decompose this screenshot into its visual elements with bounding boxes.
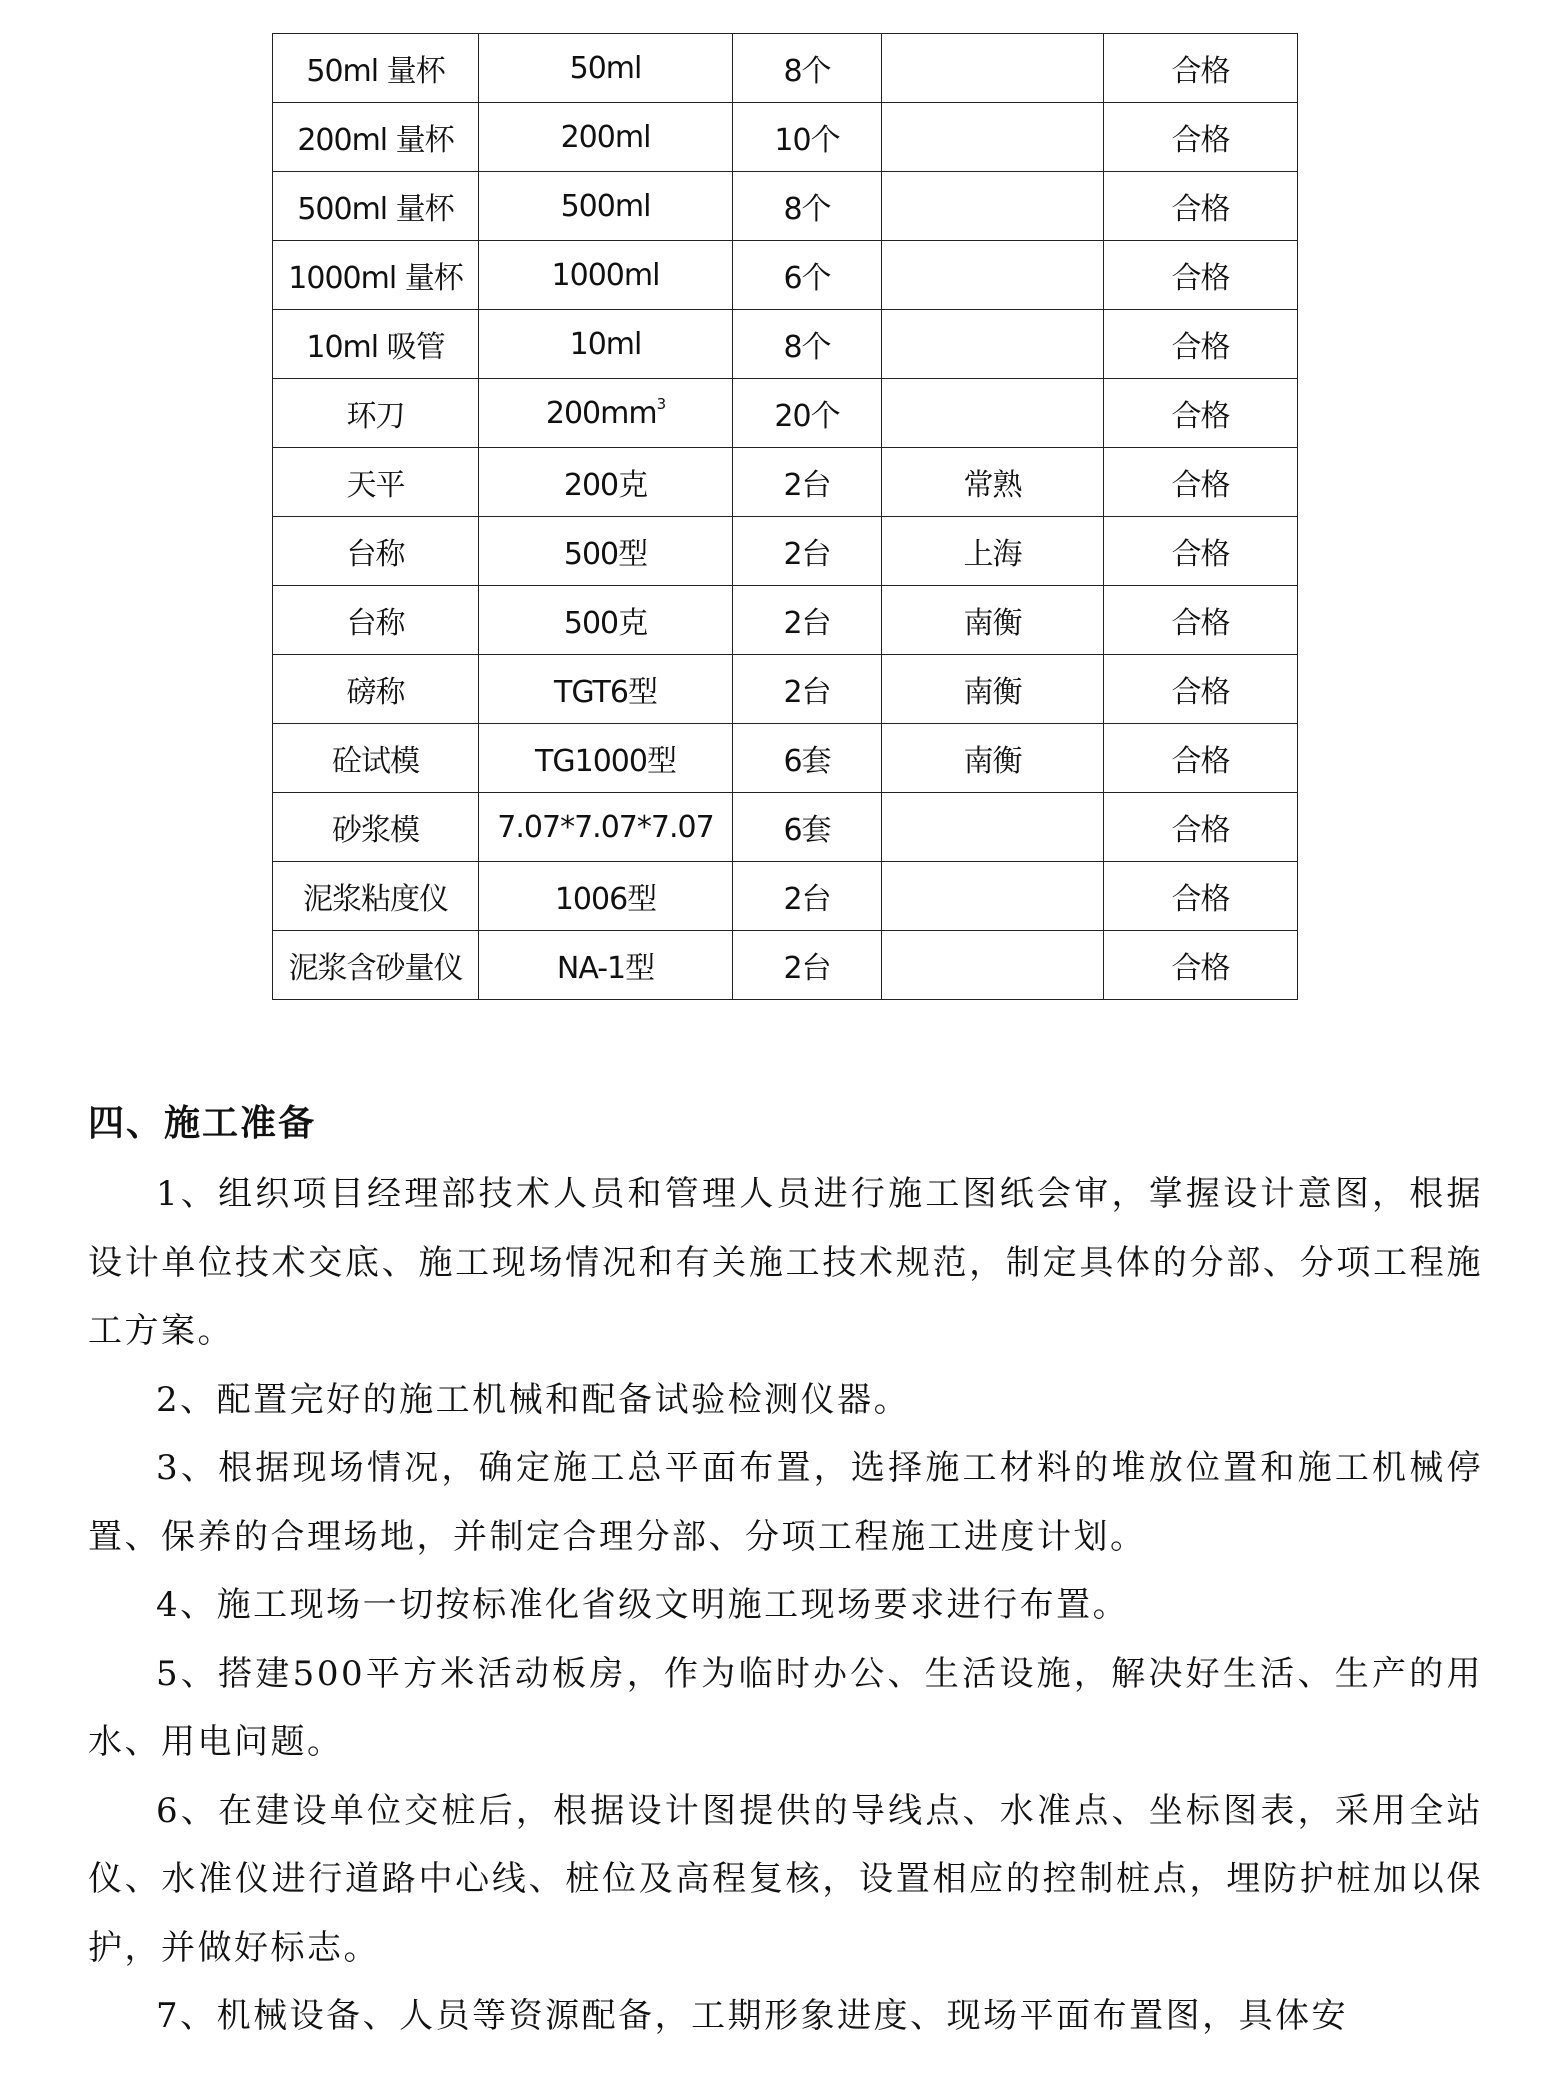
cell-status: [1104, 310, 1298, 379]
cell-spec: [479, 379, 733, 448]
cell-quantity-text: 8个: [783, 330, 831, 365]
paragraph: 7、机械设备、人员等资源配备，工期形象进度、现场平面布置图，具体安: [156, 1996, 1349, 2036]
cell-quantity-text: 6个: [783, 261, 831, 296]
cell-spec-text: TG1000型: [535, 744, 676, 779]
table-row: [273, 517, 1298, 586]
cell-origin: [882, 241, 1104, 310]
cell-name: [273, 793, 479, 862]
cell-origin: [882, 448, 1104, 517]
table-row: [273, 655, 1298, 724]
cell-status: [1104, 793, 1298, 862]
cell-spec: [479, 793, 733, 862]
equipment-table-body: [273, 34, 1298, 1000]
paragraph: 3、根据现场情况，确定施工总平面布置，选择施工材料的堆放位置和施工机械停置、保养的合理场地，并制定合理分部、分项工程施工进度计划。: [88, 1448, 1483, 1557]
table-row: [273, 172, 1298, 241]
paragraph: 6、在建设单位交桩后，根据设计图提供的导线点、水准点、坐标图表，采用全站仪、水准仪进行道路中心线、桩位及高程复核，设置相应的控制桩点，埋防护桩加以保护，并做好标志。: [88, 1790, 1483, 1968]
cell-name-text: 500ml 量杯: [297, 192, 454, 227]
cell-origin: [882, 655, 1104, 724]
cell-status-text: 合格: [1171, 537, 1230, 572]
table-row: [273, 931, 1298, 1000]
cell-quantity: [733, 862, 882, 931]
cell-quantity: [733, 310, 882, 379]
cell-name-text: 50ml 量杯: [306, 54, 445, 89]
cell-name: [273, 103, 479, 172]
table-row: [273, 862, 1298, 931]
cell-spec-text: 50ml: [569, 50, 642, 86]
cell-status-text: 合格: [1171, 813, 1230, 848]
cell-name-text: 台称: [346, 537, 405, 572]
cell-quantity-text: 6套: [783, 813, 831, 848]
cell-name: [273, 724, 479, 793]
cell-spec-text: 7.07*7.07*7.07: [497, 809, 714, 845]
cell-name-text: 200ml 量杯: [297, 123, 454, 158]
cell-quantity: [733, 103, 882, 172]
cell-name: [273, 586, 479, 655]
table-row: [273, 448, 1298, 517]
cell-spec: [479, 655, 733, 724]
cell-spec-text: 1006型: [554, 882, 657, 917]
cell-status-text: 合格: [1171, 330, 1230, 365]
table-row: [273, 103, 1298, 172]
cell-quantity: [733, 793, 882, 862]
cell-quantity-text: 8个: [783, 54, 831, 89]
cell-name-text: 砼试模: [332, 744, 419, 779]
table-row: [273, 724, 1298, 793]
cell-origin: [882, 931, 1104, 1000]
cell-quantity-text: 2台: [783, 951, 831, 986]
cell-spec-text: 200mm: [545, 396, 657, 431]
cell-status-text: 合格: [1171, 192, 1230, 227]
cell-status: [1104, 862, 1298, 931]
cell-spec-text: 200ml: [560, 119, 651, 155]
cell-spec: [479, 931, 733, 1000]
cell-name: [273, 517, 479, 586]
table-row: [273, 34, 1298, 103]
cell-status-text: 合格: [1171, 261, 1230, 296]
cell-spec: [479, 310, 733, 379]
paragraph: 4、施工现场一切按标准化省级文明施工现场要求进行布置。: [156, 1585, 1130, 1625]
table-row: [273, 586, 1298, 655]
cell-spec: [479, 34, 733, 103]
cell-spec: [479, 172, 733, 241]
paragraph: 1、组织项目经理部技术人员和管理人员进行施工图纸会审，掌握设计意图，根据设计单位技术交底、施工现场情况和有关施工技术规范，制定具体的分部、分项工程施工方案。: [88, 1174, 1483, 1351]
cell-spec: [479, 103, 733, 172]
section-body: [88, 1160, 1483, 2051]
cell-origin: [882, 172, 1104, 241]
cell-spec-text: 500克: [563, 606, 648, 641]
cell-origin: [882, 793, 1104, 862]
cell-origin: [882, 34, 1104, 103]
cell-spec-text: NA-1型: [556, 951, 655, 986]
cell-spec: [479, 586, 733, 655]
cell-status: [1104, 931, 1298, 1000]
cell-origin: [882, 862, 1104, 931]
cell-spec: [479, 517, 733, 586]
cell-origin: [882, 724, 1104, 793]
cell-spec: [479, 448, 733, 517]
cell-quantity-text: 2台: [783, 606, 831, 641]
table-row: [273, 310, 1298, 379]
cell-origin-text: 南衡: [963, 744, 1022, 779]
cell-name-text: 环刀: [346, 399, 405, 434]
cell-status: [1104, 448, 1298, 517]
cell-spec-text: TGT6型: [554, 675, 657, 710]
section-heading: 四、施工准备: [88, 1102, 317, 1144]
cell-name: [273, 448, 479, 517]
cell-origin: [882, 517, 1104, 586]
cell-name-text: 台称: [346, 606, 405, 641]
cell-status-text: 合格: [1171, 882, 1230, 917]
cell-quantity-text: 20个: [774, 399, 840, 434]
cell-status-text: 合格: [1171, 744, 1230, 779]
cell-quantity: [733, 379, 882, 448]
cell-quantity: [733, 241, 882, 310]
cell-status: [1104, 34, 1298, 103]
cell-name: [273, 655, 479, 724]
cell-name-text: 10ml 吸管: [306, 330, 445, 365]
cell-spec: [479, 241, 733, 310]
cell-status: [1104, 586, 1298, 655]
cell-origin: [882, 103, 1104, 172]
cell-origin: [882, 310, 1104, 379]
cell-name: [273, 931, 479, 1000]
cell-quantity: [733, 448, 882, 517]
table-row: [273, 793, 1298, 862]
cell-name-text: 1000ml 量杯: [288, 261, 463, 296]
cell-name: [273, 379, 479, 448]
cell-status: [1104, 103, 1298, 172]
paragraph: 5、搭建500平方米活动板房，作为临时办公、生活设施，解决好生活、生产的用水、用电问题。: [88, 1653, 1483, 1762]
cell-status-text: 合格: [1171, 675, 1230, 710]
cell-quantity-text: 2台: [783, 882, 831, 917]
cell-origin-text: 常熟: [963, 468, 1022, 503]
cell-spec-text: 500ml: [560, 188, 651, 224]
table-row: [273, 379, 1298, 448]
cell-status-text: 合格: [1171, 468, 1230, 503]
paragraph: 2、配置完好的施工机械和配备试验检测仪器。: [156, 1379, 911, 1420]
cell-name-text: 磅称: [346, 675, 405, 710]
cell-name: [273, 34, 479, 103]
cell-status-text: 合格: [1171, 123, 1230, 158]
cell-spec: [479, 862, 733, 931]
cell-quantity: [733, 655, 882, 724]
cell-quantity: [733, 586, 882, 655]
cell-name-text: 泥浆粘度仪: [303, 882, 448, 917]
cell-quantity-text: 2台: [783, 468, 831, 503]
cell-name: [273, 172, 479, 241]
cell-quantity-text: 10个: [774, 123, 840, 158]
cell-quantity-text: 2台: [783, 675, 831, 710]
cell-quantity: [733, 724, 882, 793]
cell-name: [273, 310, 479, 379]
cell-status: [1104, 379, 1298, 448]
cell-status: [1104, 172, 1298, 241]
cell-origin: [882, 379, 1104, 448]
cell-spec-text: 500型: [563, 537, 648, 572]
cell-status: [1104, 655, 1298, 724]
cell-quantity-text: 6套: [783, 744, 831, 779]
cell-quantity: [733, 931, 882, 1000]
table-row: [273, 241, 1298, 310]
cell-status: [1104, 241, 1298, 310]
cell-origin-text: 南衡: [963, 675, 1022, 710]
cell-quantity: [733, 517, 882, 586]
cell-name: [273, 241, 479, 310]
cell-status-text: 合格: [1171, 54, 1230, 89]
cell-origin-text: 上海: [963, 537, 1022, 572]
cell-origin-text: 南衡: [963, 606, 1022, 641]
cell-spec-text: 10ml: [569, 326, 642, 362]
cell-origin: [882, 586, 1104, 655]
cell-name: [273, 862, 479, 931]
cell-quantity: [733, 172, 882, 241]
cell-status-text: 合格: [1171, 399, 1230, 434]
cell-status: [1104, 517, 1298, 586]
cell-spec: [479, 724, 733, 793]
superscript: 3: [656, 395, 666, 413]
cell-status-text: 合格: [1171, 606, 1230, 641]
cell-quantity-text: 8个: [783, 192, 831, 227]
cell-spec-text: 1000ml: [551, 257, 660, 293]
cell-quantity-text: 2台: [783, 537, 831, 572]
cell-name-text: 泥浆含砂量仪: [288, 951, 463, 986]
cell-name-text: 砂浆模: [332, 813, 419, 848]
cell-status-text: 合格: [1171, 951, 1230, 986]
cell-status: [1104, 724, 1298, 793]
cell-name-text: 天平: [346, 468, 405, 503]
equipment-table: [272, 33, 1298, 1000]
cell-quantity: [733, 34, 882, 103]
cell-spec-text: 200克: [563, 468, 648, 503]
